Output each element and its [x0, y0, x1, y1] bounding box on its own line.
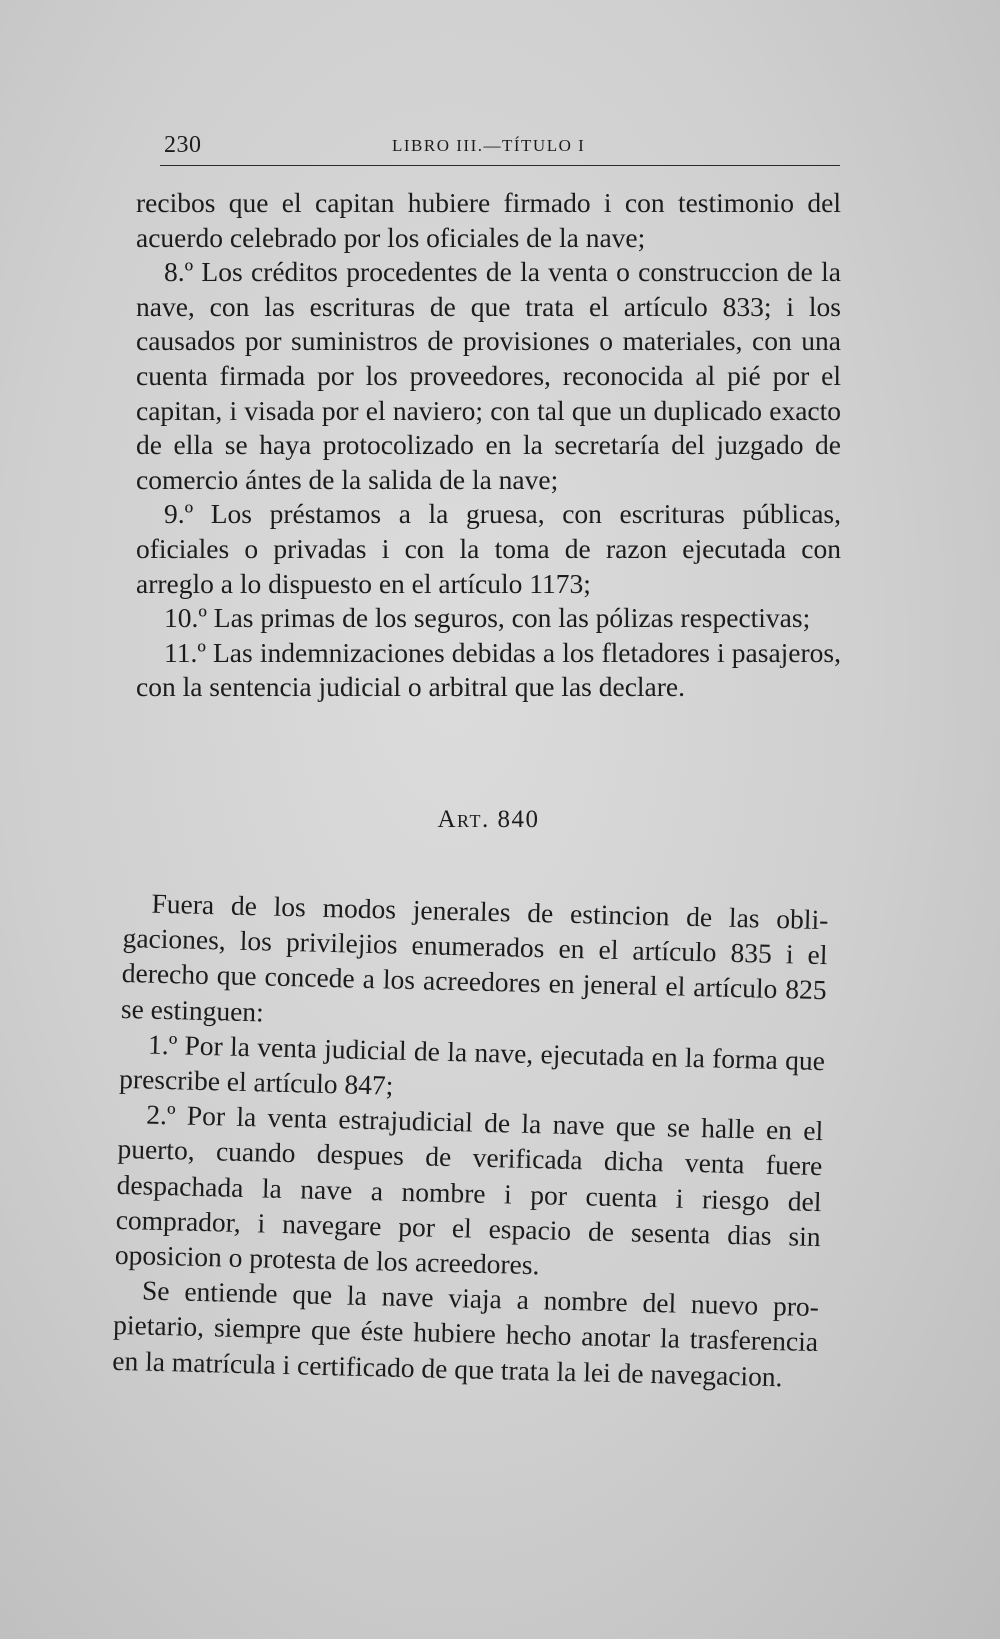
paragraph-item-9: 9.º Los préstamos a la gruesa, con escrituras públicas, oficiales o privadas i con la toma de razon ejecutada con arreglo a lo dispuesto en el artículo 1173; [136, 498, 841, 599]
section-text-continued [136, 186, 841, 705]
article-heading: Art. 840 [437, 806, 540, 833]
running-head: LIBRO III.—TÍTULO I [392, 136, 586, 155]
article-840-text [112, 885, 829, 1395]
paragraph-item-11: 11.º Las indemnizaciones debidas a los fletadores i pasajeros, con la sentencia judicial o arbitral que las declare. [136, 636, 841, 703]
paragraph-continuation: recibos que el capitan hubiere firmado i con testimonio del acuerdo celebrado por los oficiales de la nave; [136, 187, 841, 253]
paragraph-item-8: 8.º Los créditos procedentes de la venta o construccion de la nave, con las escrituras de que trata el artículo 833; i los causados por suministros de provisiones o materiales, con una cuenta firmada por los proveedores, reconocida al pié por el capitan, i visada por el naviero; con tal que un duplicado exacto de ella se haya protocolizado en la secretaría del juzgado de comercio ántes de la salida de la nave; [136, 256, 841, 495]
paragraph-item-1: 1.º Por la venta judicial de la nave, ejecutada en la forma que prescribe el artículo 847; [118, 1028, 826, 1101]
paragraph-item-10: 10.º Las primas de los seguros, con las pólizas respectivas; [164, 602, 811, 634]
paragraph-closing: Se entiende que la nave viaja a nombre del nuevo propietario, siempre que éste hubiere hecho anotar la trasferencia en la matrícula i certificado de que trata la lei de navegacion. [112, 1274, 820, 1392]
paragraph-intro: Fuera de los modos jenerales de estincion de las obligaciones, los privilejios enumerados en el artículo 835 i el derecho que concede a los acreedores en jeneral el artículo 825 se estinguen: [120, 887, 829, 1028]
header-rule [160, 165, 840, 166]
page-number: 230 [164, 132, 202, 158]
page-header [160, 128, 840, 168]
paragraph-item-2: 2.º Por la venta estrajudicial de la nave que se halle en el puerto, cuando despues de verificada dicha venta fuere despachada la nave a nombre i por cuenta i riesgo del comprador, i navegare por el espacio de sesenta dias sin oposicion o protesta de los acreedores. [114, 1098, 824, 1281]
